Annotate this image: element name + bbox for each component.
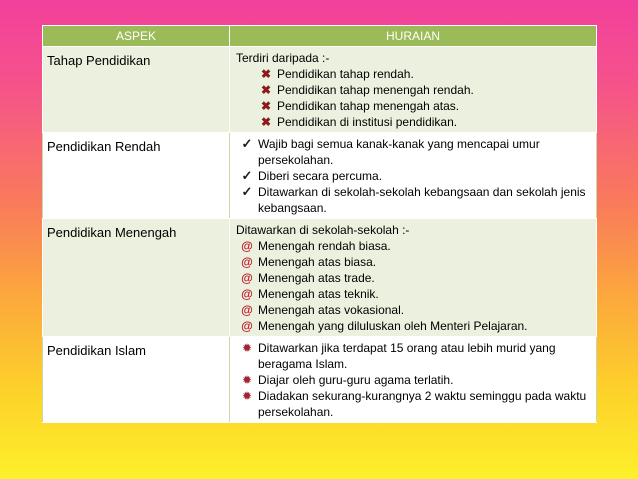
- huraian-cell: [230, 133, 597, 219]
- list-item: [236, 238, 592, 254]
- table-row: [43, 47, 597, 133]
- x-mark-icon: ✖: [260, 83, 272, 97]
- table-row: [43, 219, 597, 337]
- list-item: [236, 66, 592, 82]
- at-sign-icon: @: [241, 287, 253, 301]
- list-item: [236, 136, 592, 168]
- table-row: [43, 133, 597, 219]
- aspek-cell: Pendidikan Rendah: [43, 133, 230, 219]
- x-mark-icon: ✖: [260, 99, 272, 113]
- list-item: [236, 114, 592, 130]
- table-row: [43, 337, 597, 423]
- x-mark-icon: ✖: [260, 115, 272, 129]
- list-item: [236, 270, 592, 286]
- list-item-text: Pendidikan di institusi pendidikan.: [277, 115, 458, 129]
- list-item: [236, 184, 592, 216]
- list-item-text: Ditawarkan jika terdapat 15 orang atau lebih murid yang beragama Islam.: [258, 341, 556, 371]
- check-mark-icon: ✓: [241, 184, 253, 199]
- list-item-text: Menengah atas teknik.: [258, 287, 379, 301]
- list-item-text: Menengah atas biasa.: [258, 255, 377, 269]
- at-sign-icon: @: [241, 271, 253, 285]
- list-item-text: Pendidikan tahap menengah atas.: [277, 99, 460, 113]
- header-huraian: HURAIAN: [230, 26, 597, 47]
- bullet-list: [236, 340, 592, 420]
- list-item: [236, 340, 592, 372]
- list-item: [236, 254, 592, 270]
- star-burst-icon: ✹: [241, 341, 253, 355]
- list-item: [236, 318, 592, 334]
- list-item-text: Diajar oleh guru-guru agama terlatih.: [258, 373, 454, 387]
- x-mark-icon: ✖: [260, 67, 272, 81]
- check-mark-icon: ✓: [241, 136, 253, 151]
- bullet-list: [236, 238, 592, 334]
- list-item-text: Menengah atas vokasional.: [258, 303, 405, 317]
- at-sign-icon: @: [241, 255, 253, 269]
- list-item-text: Diadakan sekurang-kurangnya 2 waktu seminggu pada waktu persekolahan.: [258, 389, 587, 419]
- aspek-cell: Tahap Pendidikan: [43, 47, 230, 133]
- header-aspek: ASPEK: [43, 26, 230, 47]
- star-burst-icon: ✹: [241, 389, 253, 403]
- content-table: [42, 25, 597, 423]
- at-sign-icon: @: [241, 239, 253, 253]
- aspek-cell: Pendidikan Menengah: [43, 219, 230, 337]
- list-item-text: Pendidikan tahap menengah rendah.: [277, 83, 474, 97]
- list-item-text: Menengah yang diluluskan oleh Menteri Pelajaran.: [258, 319, 528, 333]
- list-item-text: Menengah rendah biasa.: [258, 239, 391, 253]
- huraian-intro: Terdiri daripada :-: [236, 51, 330, 65]
- list-item: [236, 82, 592, 98]
- huraian-intro: Ditawarkan di sekolah-sekolah :-: [236, 223, 410, 237]
- list-item: [236, 372, 592, 388]
- list-item-text: Ditawarkan di sekolah-sekolah kebangsaan dan sekolah jenis kebangsaan.: [258, 185, 586, 215]
- list-item: [236, 168, 592, 184]
- header-row: [43, 26, 597, 47]
- list-item-text: Menengah atas trade.: [258, 271, 375, 285]
- huraian-cell: [230, 337, 597, 423]
- list-item-text: Wajib bagi semua kanak-kanak yang mencapai umur persekolahan.: [258, 137, 540, 167]
- huraian-cell: [230, 47, 597, 133]
- list-item-text: Diberi secara percuma.: [258, 169, 383, 183]
- at-sign-icon: @: [241, 319, 253, 333]
- list-item: [236, 286, 592, 302]
- at-sign-icon: @: [241, 303, 253, 317]
- list-item: [236, 98, 592, 114]
- bullet-list: [236, 136, 592, 216]
- check-mark-icon: ✓: [241, 168, 253, 183]
- list-item: [236, 302, 592, 318]
- huraian-cell: [230, 219, 597, 337]
- bullet-list: [236, 66, 592, 130]
- list-item: [236, 388, 592, 420]
- list-item-text: Pendidikan tahap rendah.: [277, 67, 414, 81]
- aspek-cell: Pendidikan Islam: [43, 337, 230, 423]
- star-burst-icon: ✹: [241, 373, 253, 387]
